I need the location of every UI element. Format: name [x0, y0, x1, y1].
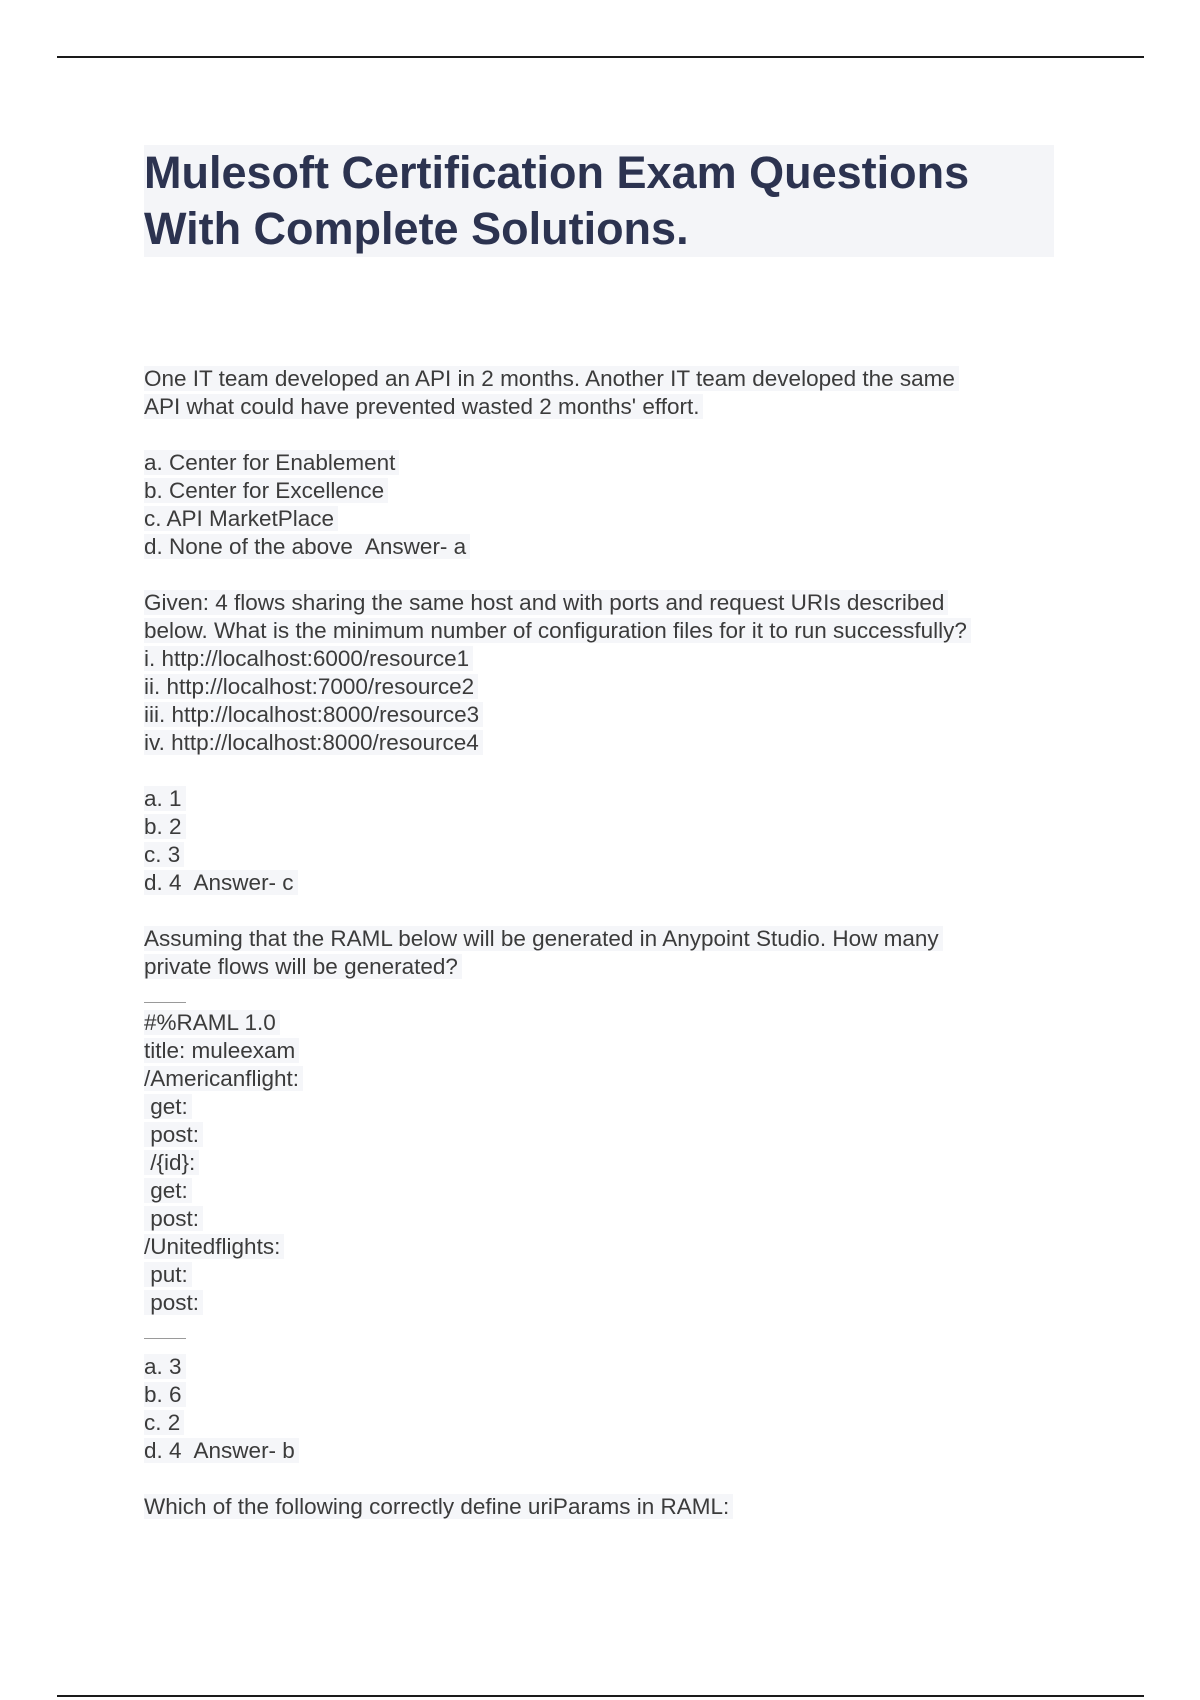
question-text: [144, 589, 1054, 757]
code-line: get:: [144, 1178, 192, 1203]
footer-rule: [57, 1695, 1144, 1697]
code-line: title: muleexam: [144, 1038, 299, 1063]
title-line-2: With Complete Solutions.: [144, 203, 689, 254]
option-item: a. 1: [144, 786, 186, 811]
code-line: /{id}:: [144, 1150, 199, 1175]
raml-snippet: [144, 1009, 1054, 1317]
option-item: d. None of the above: [144, 534, 353, 559]
title-block: [144, 145, 1054, 257]
option-item: b. Center for Excellence: [144, 478, 388, 503]
answer-label: Answer- b: [193, 1438, 295, 1463]
title-line-1: Mulesoft Certification Exam Questions: [144, 147, 970, 198]
question-1: [144, 365, 1054, 561]
document-body: [144, 365, 1054, 1521]
option-item: d. 4: [144, 870, 182, 895]
question-line: Given: 4 flows sharing the same host and with ports and request URIs described: [144, 590, 948, 615]
answer-label: Answer- c: [193, 870, 294, 895]
code-line: put:: [144, 1262, 192, 1287]
code-separator-bottom: [144, 1317, 186, 1345]
code-line: get:: [144, 1094, 192, 1119]
option-item: a. 3: [144, 1354, 186, 1379]
code-line: #%RAML 1.0: [144, 1010, 280, 1035]
answer-options: [144, 785, 1054, 897]
code-separator-top: [144, 981, 186, 1009]
option-item: c. API MarketPlace: [144, 506, 338, 531]
question-4: [144, 1493, 1054, 1521]
option-item: d. 4: [144, 1438, 182, 1463]
question-line: API what could have prevented wasted 2 months' effort.: [144, 394, 703, 419]
answer-options: [144, 449, 1054, 561]
question-line: ii. http://localhost:7000/resource2: [144, 674, 478, 699]
question-text: [144, 365, 1054, 421]
code-line: post:: [144, 1122, 203, 1147]
question-line: private flows will be generated?: [144, 954, 462, 979]
option-item: b. 6: [144, 1382, 186, 1407]
page-title: [144, 145, 1054, 257]
question-line: below. What is the minimum number of configuration files for it to run successfully?: [144, 618, 971, 643]
question-2: [144, 589, 1054, 897]
code-line: /Unitedflights:: [144, 1234, 284, 1259]
question-text: [144, 1493, 1054, 1521]
question-line: Assuming that the RAML below will be generated in Anypoint Studio. How many: [144, 926, 943, 951]
header-rule: [57, 56, 1144, 58]
question-3: [144, 925, 1054, 1465]
option-item: b. 2: [144, 814, 186, 839]
question-line: Which of the following correctly define uriParams in RAML:: [144, 1494, 733, 1519]
question-line: iii. http://localhost:8000/resource3: [144, 702, 483, 727]
question-line: One IT team developed an API in 2 months. Another IT team developed the same: [144, 366, 959, 391]
question-line: i. http://localhost:6000/resource1: [144, 646, 473, 671]
code-line: post:: [144, 1206, 203, 1231]
option-item: a. Center for Enablement: [144, 450, 399, 475]
option-item: c. 2: [144, 1410, 184, 1435]
code-line: post:: [144, 1290, 203, 1315]
option-item: c. 3: [144, 842, 184, 867]
answer-label: Answer- a: [364, 534, 467, 559]
code-line: /Americanflight:: [144, 1066, 303, 1091]
answer-options: [144, 1353, 1054, 1465]
question-line: iv. http://localhost:8000/resource4: [144, 730, 483, 755]
question-text: [144, 925, 1054, 981]
